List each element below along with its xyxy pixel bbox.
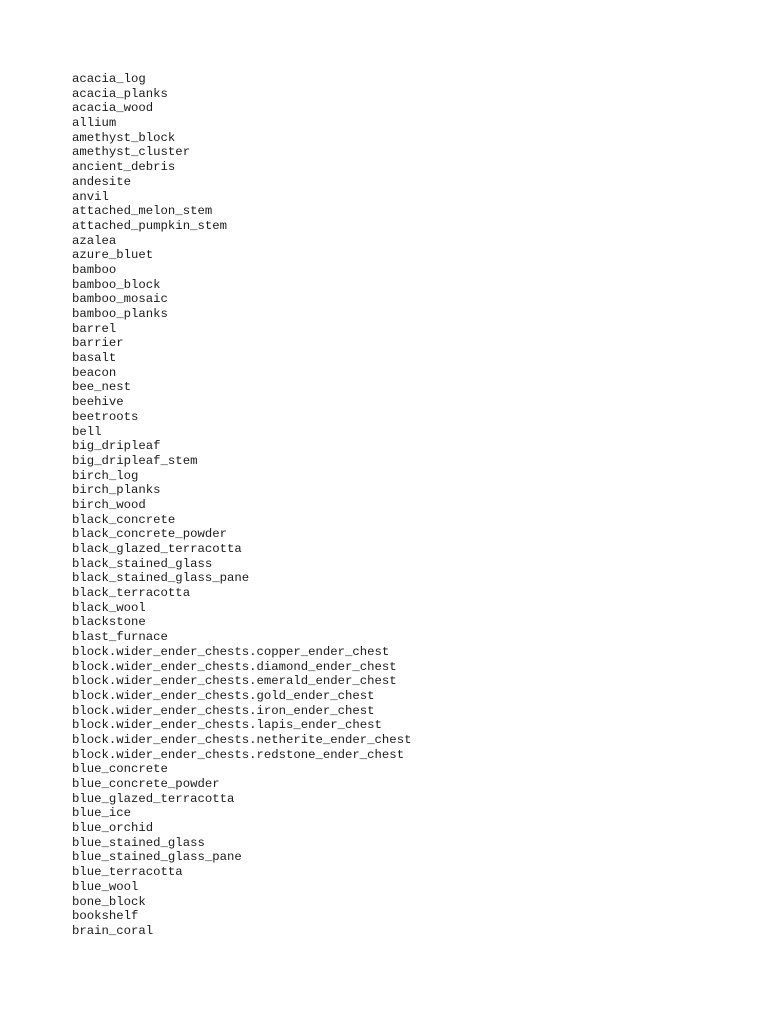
list-item: blast_furnace [72,630,168,645]
list-item: black_stained_glass_pane [72,571,250,586]
block-id-list [72,72,411,939]
list-item: blue_glazed_terracotta [72,791,235,806]
list-item: blue_stained_glass [72,835,205,850]
list-item: ancient_debris [72,160,176,175]
list-item: block.wider_ender_chests.lapis_ender_chest [72,718,382,733]
list-item: allium [72,116,117,131]
list-item: block.wider_ender_chests.diamond_ender_chest [72,659,397,674]
list-item: black_concrete [72,512,176,527]
list-item: beehive [72,395,124,410]
list-item: big_dripleaf [72,439,161,454]
list-item: blue_orchid [72,821,154,836]
list-item: acacia_log [72,72,146,86]
list-item: blue_stained_glass_pane [72,850,242,865]
list-item: beacon [72,365,117,380]
list-item: black_glazed_terracotta [72,542,242,556]
list-item: bamboo_mosaic [72,292,168,307]
list-item: block.wider_ender_chests.redstone_ender_chest [72,747,405,762]
list-item: attached_pumpkin_stem [72,218,227,233]
list-item: birch_wood [72,497,146,512]
list-item: bee_nest [72,380,132,395]
list-item: barrel [72,321,117,336]
list-item: attached_melon_stem [72,204,213,219]
list-item: block.wider_ender_chests.iron_ender_chest [72,703,375,718]
list-item: acacia_wood [72,101,154,116]
list-item: bamboo [72,262,117,277]
list-item: birch_planks [72,483,161,498]
list-item: bell [72,424,102,439]
list-item: black_wool [72,600,146,615]
list-item: blackstone [72,615,146,630]
list-item: blue_wool [72,879,139,894]
list-item: basalt [72,351,117,366]
list-item: barrier [72,336,124,351]
list-item: birch_log [72,468,139,483]
list-item: block.wider_ender_chests.gold_ender_chest [72,688,375,703]
list-item: azalea [72,233,117,248]
list-item: black_terracotta [72,586,191,601]
list-item: bamboo_block [72,277,161,292]
list-item: black_stained_glass [72,556,213,571]
list-item: block.wider_ender_chests.copper_ender_chest [72,644,390,659]
list-item: block.wider_ender_chests.emerald_ender_chest [72,674,397,689]
list-item: brain_coral [72,923,154,938]
list-item: andesite [72,174,132,189]
list-item: bone_block [72,894,146,909]
list-item: amethyst_block [72,130,176,145]
list-item: blue_concrete [72,762,168,777]
list-item: beetroots [72,409,139,424]
list-item: blue_terracotta [72,865,183,880]
list-item: block.wider_ender_chests.netherite_ender_chest [72,732,412,747]
list-item: bamboo_planks [72,307,168,321]
list-item: big_dripleaf_stem [72,453,198,468]
list-item: azure_bluet [72,248,154,263]
list-item: bookshelf [72,909,139,924]
list-item: acacia_planks [72,86,168,101]
list-item: amethyst_cluster [72,145,191,160]
list-item: anvil [72,189,109,204]
list-item: black_concrete_powder [72,527,227,542]
list-item: blue_concrete_powder [72,777,220,791]
list-item: blue_ice [72,806,132,821]
